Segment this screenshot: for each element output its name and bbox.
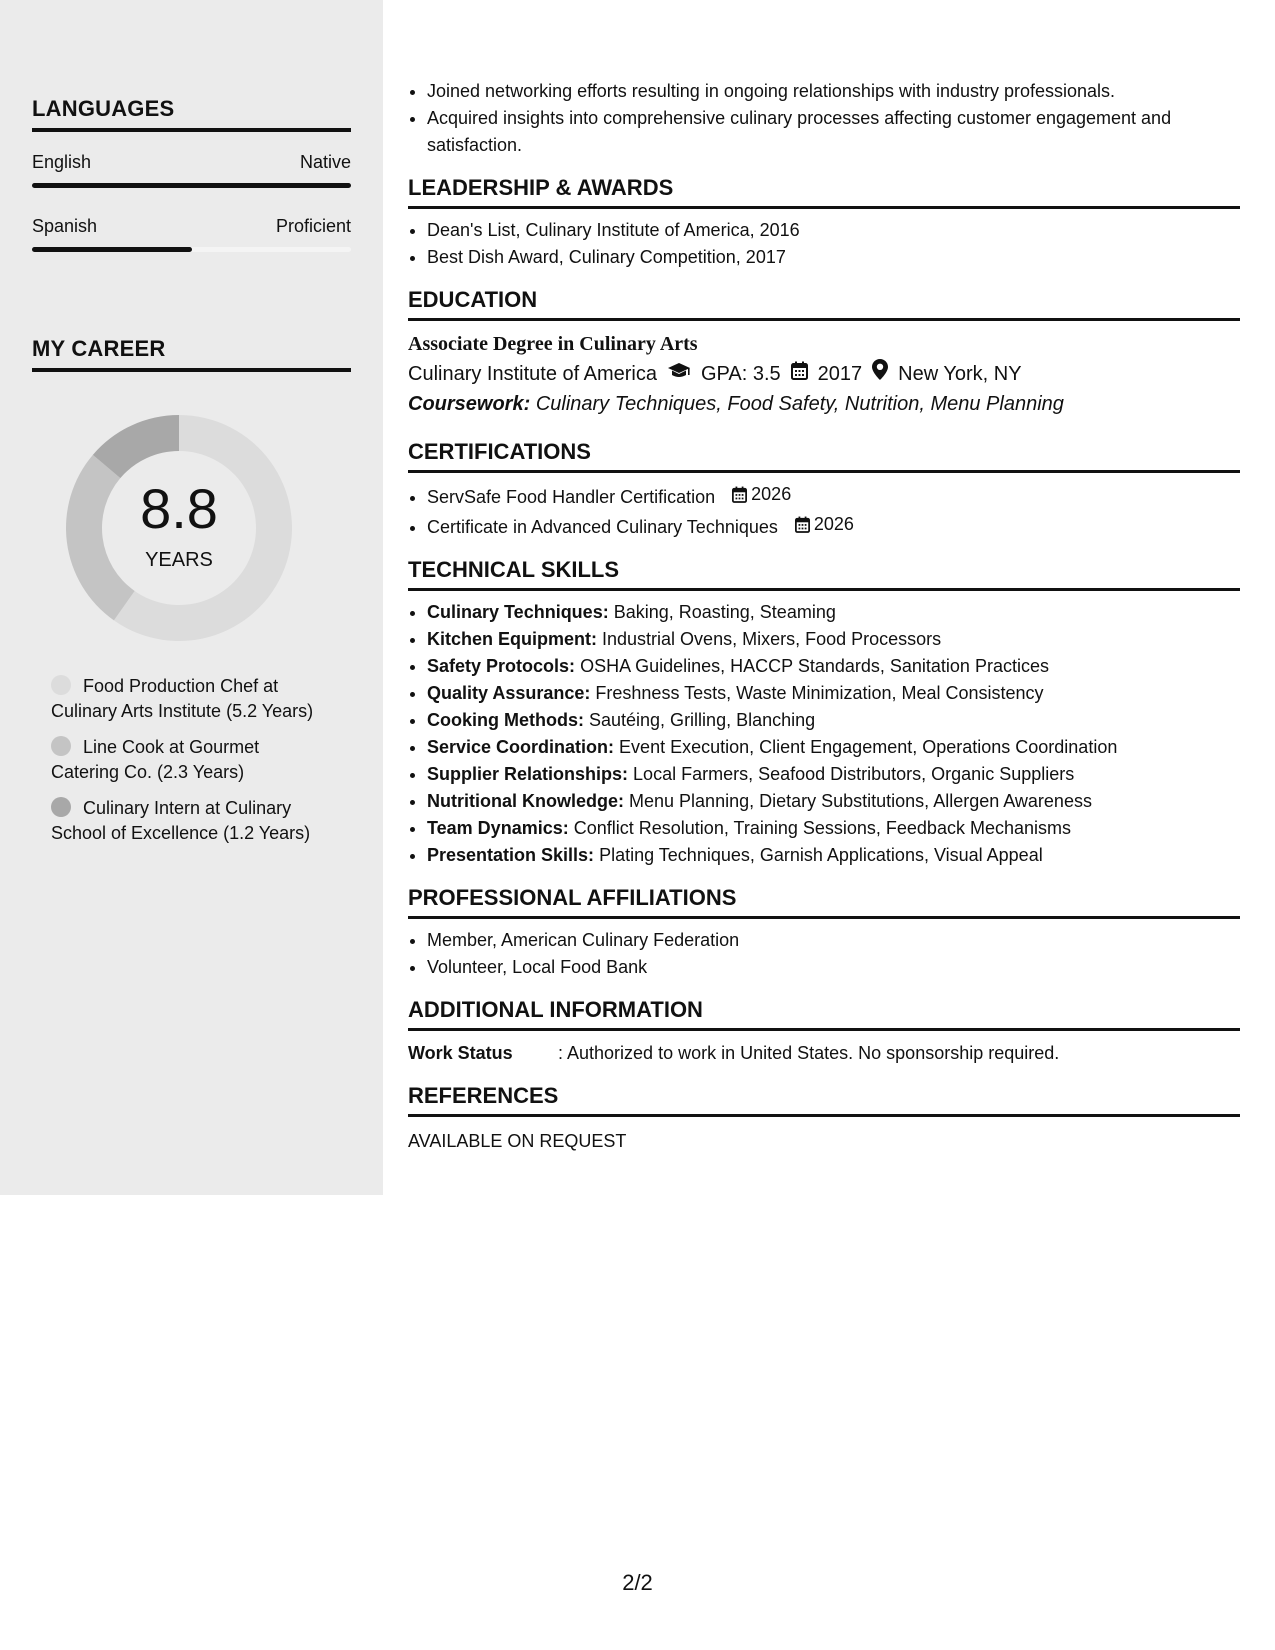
career-legend (51, 674, 331, 857)
skill-item (427, 734, 1240, 761)
leadership-list (408, 217, 1240, 271)
languages-section (32, 96, 351, 252)
skill-item (427, 842, 1240, 869)
affiliations-heading: PROFESSIONAL AFFILIATIONS (408, 885, 1240, 919)
references-heading: REFERENCES (408, 1083, 1240, 1117)
career-total-value: 8.8 (140, 477, 218, 540)
education-details (408, 359, 1240, 389)
language-proficiency-bar (32, 183, 351, 188)
page-number: 2/2 (622, 1570, 653, 1595)
languages-heading: LANGUAGES (32, 96, 351, 132)
list-item: • Acquired insights into comprehensive culinary processes affecting customer engagement and satisfaction. (427, 105, 1240, 159)
skill-value: Freshness Tests, Waste Minimization, Meal Consistency (595, 683, 1044, 703)
language-proficiency-bar (32, 247, 351, 252)
skill-value: Baking, Roasting, Steaming (613, 602, 836, 622)
skill-item (427, 788, 1240, 815)
career-legend-item (51, 674, 331, 724)
graduation-cap-icon (667, 359, 691, 389)
skill-value: Conflict Resolution, Training Sessions, Feedback Mechanisms (573, 818, 1071, 838)
calendar-icon (732, 486, 747, 503)
language-proficiency-fill (32, 247, 192, 252)
work-status-value: : Authorized to work in United States. No sponsorship required. (558, 1043, 1060, 1063)
coursework (408, 389, 1240, 419)
skill-value: Sautéing, Grilling, Blanching (589, 710, 816, 730)
certification-date (732, 481, 791, 508)
list-item: • Member, American Culinary Federation (427, 927, 1240, 954)
skill-label: Team Dynamics: (427, 818, 569, 838)
legend-swatch (51, 675, 71, 695)
education-entry (408, 329, 1240, 419)
main-content (408, 78, 1240, 1155)
skill-value: Industrial Ovens, Mixers, Food Processors (602, 629, 942, 649)
skill-value: OSHA Guidelines, HACCP Standards, Sanitation Practices (580, 656, 1049, 676)
skill-label: Presentation Skills: (427, 845, 595, 865)
list-item (427, 481, 1240, 511)
work-status-row (408, 1039, 1240, 1067)
gpa: GPA: 3.5 (701, 363, 781, 385)
career-section (32, 336, 351, 372)
skill-label: Cooking Methods: (427, 710, 584, 730)
career-job-label: Culinary Intern at Culinary School of Excellence (1.2 Years) (51, 798, 311, 843)
coursework-label: Coursework: (408, 393, 531, 415)
certification-year: 2026 (813, 514, 854, 534)
skill-label: Service Coordination: (427, 737, 615, 757)
degree-title: Associate Degree in Culinary Arts (408, 333, 698, 355)
skill-label: Culinary Techniques: (427, 602, 609, 622)
certification-date (795, 511, 854, 538)
location-pin-icon (872, 359, 888, 389)
career-donut-chart (66, 415, 292, 641)
skill-value: Event Execution, Client Engagement, Operations Coordination (619, 737, 1118, 757)
intro-bullets (408, 78, 1240, 159)
skill-item (427, 761, 1240, 788)
skill-item (427, 680, 1240, 707)
language-level: Native (299, 152, 351, 172)
skill-value: Menu Planning, Dietary Substitutions, Allergen Awareness (629, 791, 1092, 811)
career-total-unit: YEARS (145, 549, 213, 571)
school-name: Culinary Institute of America (408, 363, 657, 385)
language-proficiency-fill (32, 183, 351, 188)
skill-value: Plating Techniques, Garnish Applications, Visual Appeal (599, 845, 1043, 865)
skill-item (427, 815, 1240, 842)
career-job-label: Food Production Chef at Culinary Arts Institute (5.2 Years) (51, 676, 314, 721)
work-status-label: Work Status (408, 1043, 513, 1063)
language-name: Spanish (32, 216, 98, 236)
references-text: AVAILABLE ON REQUEST (408, 1131, 627, 1151)
list-item: • Best Dish Award, Culinary Competition, 2017 (427, 244, 1240, 271)
list-item: • Dean's List, Culinary Institute of America, 2016 (427, 217, 1240, 244)
skill-item (427, 707, 1240, 734)
certification-year: 2026 (751, 484, 792, 504)
education-heading: EDUCATION (408, 287, 1240, 321)
skill-label: Nutritional Knowledge: (427, 791, 624, 811)
additional-info-heading: ADDITIONAL INFORMATION (408, 997, 1240, 1031)
language-level: Proficient (275, 216, 351, 236)
skill-item (427, 626, 1240, 653)
language-name: English (32, 152, 92, 172)
certifications-list (408, 481, 1240, 541)
skill-label: Safety Protocols: (427, 656, 576, 676)
language-item (32, 216, 351, 252)
skills-list (408, 599, 1240, 869)
calendar-icon (795, 516, 810, 533)
career-job-label: Line Cook at Gourmet Catering Co. (2.3 Years) (51, 737, 260, 782)
list-item: • Volunteer, Local Food Bank (427, 954, 1240, 981)
list-item: • Joined networking efforts resulting in ongoing relationships with industry professionals. (427, 78, 1240, 105)
graduation-year: 2017 (817, 363, 863, 385)
certification-name: ServSafe Food Handler Certification (427, 487, 716, 507)
skill-item (427, 599, 1240, 626)
list-item (427, 511, 1240, 541)
school-location: New York, NY (898, 363, 1022, 385)
skill-label: Quality Assurance: (427, 683, 591, 703)
technical-skills-heading: TECHNICAL SKILLS (408, 557, 1240, 591)
sidebar (0, 0, 383, 1195)
career-heading: MY CAREER (32, 336, 351, 372)
affiliations-list (408, 927, 1240, 981)
certification-name: Certificate in Advanced Culinary Techniques (427, 517, 778, 537)
legend-swatch (51, 736, 71, 756)
skill-label: Kitchen Equipment: (427, 629, 597, 649)
leadership-heading: LEADERSHIP & AWARDS (408, 175, 1240, 209)
legend-swatch (51, 797, 71, 817)
skill-item (427, 653, 1240, 680)
language-item (32, 152, 351, 188)
skill-label: Supplier Relationships: (427, 764, 629, 784)
career-legend-item (51, 796, 331, 846)
calendar-icon (791, 359, 808, 389)
career-legend-item (51, 735, 331, 785)
certifications-heading: CERTIFICATIONS (408, 439, 1240, 473)
coursework-value: Culinary Techniques, Food Safety, Nutrition, Menu Planning (535, 393, 1064, 415)
skill-value: Local Farmers, Seafood Distributors, Organic Suppliers (633, 764, 1075, 784)
